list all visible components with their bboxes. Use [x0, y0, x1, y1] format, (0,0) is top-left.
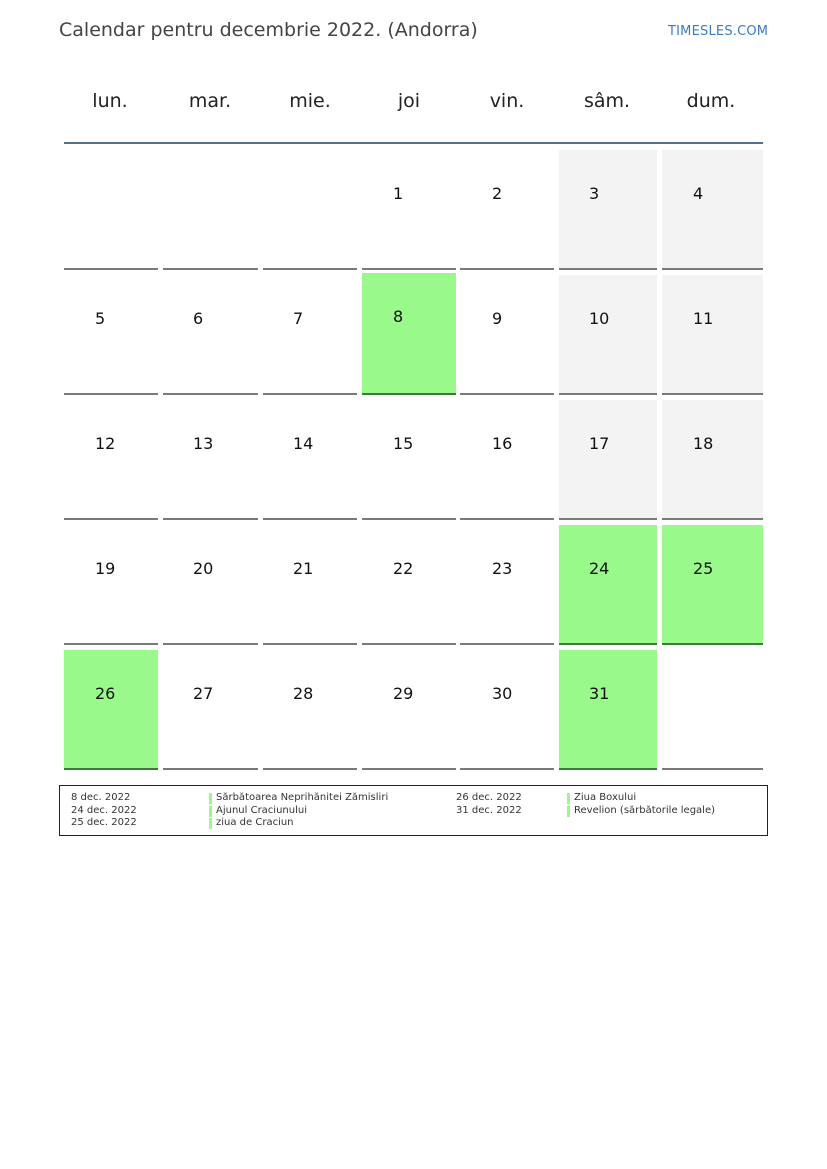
day-number: 16 — [492, 434, 513, 453]
day-number: 7 — [293, 309, 304, 328]
day-number: 3 — [589, 184, 600, 203]
day-cell[interactable] — [163, 400, 258, 520]
day-number: 11 — [693, 309, 714, 328]
day-cell[interactable] — [460, 400, 554, 520]
weekday-header-row — [64, 90, 764, 120]
day-cell[interactable] — [362, 400, 456, 520]
empty-day-cell — [263, 150, 357, 270]
day-number: 6 — [193, 309, 204, 328]
day-cell[interactable] — [662, 150, 763, 270]
day-number: 24 — [589, 559, 610, 578]
day-cell[interactable] — [460, 525, 554, 645]
day-cell[interactable] — [163, 650, 258, 770]
day-cell[interactable] — [64, 525, 158, 645]
day-number: 18 — [693, 434, 714, 453]
day-number: 31 — [589, 684, 610, 703]
legend-holiday-name: Ziua Boxului — [574, 792, 637, 803]
day-number: 26 — [95, 684, 116, 703]
day-number: 21 — [293, 559, 314, 578]
day-number: 10 — [589, 309, 610, 328]
legend-date: 8 dec. 2022 — [71, 792, 131, 803]
day-cell[interactable] — [64, 400, 158, 520]
day-number: 20 — [193, 559, 214, 578]
day-number: 2 — [492, 184, 503, 203]
day-cell[interactable] — [263, 525, 357, 645]
page-title: Calendar pentru decembrie 2022. (Andorra) — [59, 19, 478, 41]
day-cell[interactable] — [662, 275, 763, 395]
day-number: 14 — [293, 434, 314, 453]
day-cell[interactable] — [559, 150, 657, 270]
day-number: 27 — [193, 684, 214, 703]
day-cell[interactable] — [64, 650, 158, 770]
day-cell[interactable] — [460, 275, 554, 395]
day-number: 30 — [492, 684, 513, 703]
header-divider — [64, 142, 763, 144]
legend-holiday-name: Sărbătoarea Neprihănitei Zămisliri — [216, 792, 389, 803]
legend-date: 26 dec. 2022 — [456, 792, 522, 803]
empty-day-cell — [163, 150, 258, 270]
weekday-label: mie. — [289, 90, 331, 112]
day-number: 28 — [293, 684, 314, 703]
day-number: 8 — [393, 307, 404, 326]
day-number: 22 — [393, 559, 414, 578]
holiday-legend — [59, 785, 768, 836]
day-number: 5 — [95, 309, 106, 328]
weekday-label: dum. — [686, 90, 736, 112]
day-cell[interactable] — [559, 275, 657, 395]
day-number: 23 — [492, 559, 513, 578]
day-cell[interactable] — [64, 275, 158, 395]
weekday-label: joi — [397, 90, 421, 112]
day-cell[interactable] — [263, 650, 357, 770]
day-number: 13 — [193, 434, 214, 453]
day-cell[interactable] — [263, 275, 357, 395]
weekday-label: mar. — [188, 90, 232, 112]
day-number: 15 — [393, 434, 414, 453]
legend-date: 24 dec. 2022 — [71, 804, 137, 816]
weekday-label: vin. — [489, 90, 525, 112]
day-number: 12 — [95, 434, 116, 453]
day-cell[interactable] — [460, 650, 554, 770]
day-number: 17 — [589, 434, 610, 453]
day-cell[interactable] — [662, 525, 763, 645]
legend-date: 31 dec. 2022 — [456, 804, 522, 816]
empty-day-cell — [662, 650, 763, 770]
weekday-label: lun. — [92, 90, 128, 112]
day-cell[interactable] — [362, 273, 456, 395]
day-cell[interactable] — [559, 525, 657, 645]
day-number: 19 — [95, 559, 116, 578]
day-cell[interactable] — [362, 525, 456, 645]
day-cell[interactable] — [163, 275, 258, 395]
legend-holiday-name: Revelion (sărbătorile legale) — [574, 804, 716, 816]
day-cell[interactable] — [460, 150, 554, 270]
day-cell[interactable] — [362, 150, 456, 270]
day-cell[interactable] — [559, 400, 657, 520]
day-number: 4 — [693, 184, 704, 203]
day-number: 1 — [393, 184, 404, 203]
day-number: 9 — [492, 309, 503, 328]
day-number: 25 — [693, 559, 714, 578]
day-cell[interactable] — [559, 650, 657, 770]
day-cell[interactable] — [163, 525, 258, 645]
day-cell[interactable] — [362, 650, 456, 770]
weekday-label: sâm. — [583, 90, 631, 112]
day-cell[interactable] — [263, 400, 357, 520]
day-number: 29 — [393, 684, 414, 703]
day-cell[interactable] — [662, 400, 763, 520]
legend-holiday-name: Ajunul Craciunului — [216, 804, 307, 816]
legend-holiday-name: ziua de Craciun — [216, 817, 294, 828]
brand-link[interactable]: TIMESLES.COM — [668, 24, 769, 39]
empty-day-cell — [64, 150, 158, 270]
legend-date: 25 dec. 2022 — [71, 817, 137, 828]
